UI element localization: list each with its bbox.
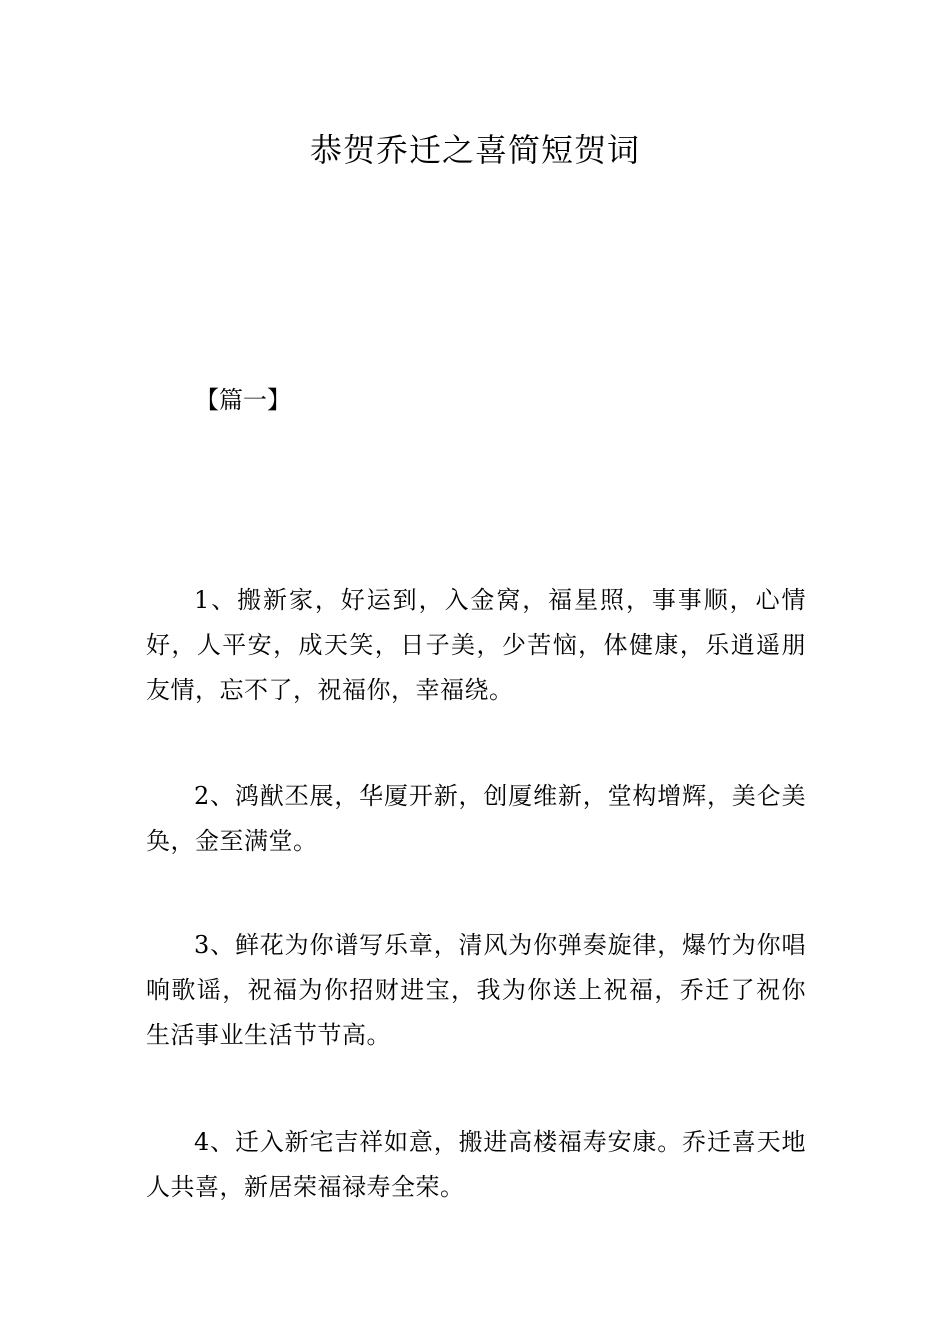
document-title: 恭贺乔迁之喜简短贺词 <box>309 131 640 169</box>
section-heading: 【篇一】 <box>195 386 291 414</box>
paragraph-3: 3、鲜花为你谱写乐章，清风为你弹奏旋律，爆竹为你唱响歌谣，祝福为你招财进宝，我为你送上祝福，乔迁了祝你生活事业生活节节高。 <box>146 931 806 1049</box>
paragraph-1: 1、搬新家，好运到，入金窝，福星照，事事顺，心情好，人平安，成天笑，日子美，少苦恼，体健康，乐逍遥朋友情，忘不了，祝福你，幸福绕。 <box>146 586 806 704</box>
paragraph-2: 2、鸿猷丕展，华厦开新，创厦维新，堂构增辉，美仑美奂，金至满堂。 <box>146 782 806 855</box>
paragraph-4: 4、迁入新宅吉祥如意，搬进高楼福寿安康。乔迁喜天地人共喜，新居荣福禄寿全荣。 <box>146 1128 806 1201</box>
